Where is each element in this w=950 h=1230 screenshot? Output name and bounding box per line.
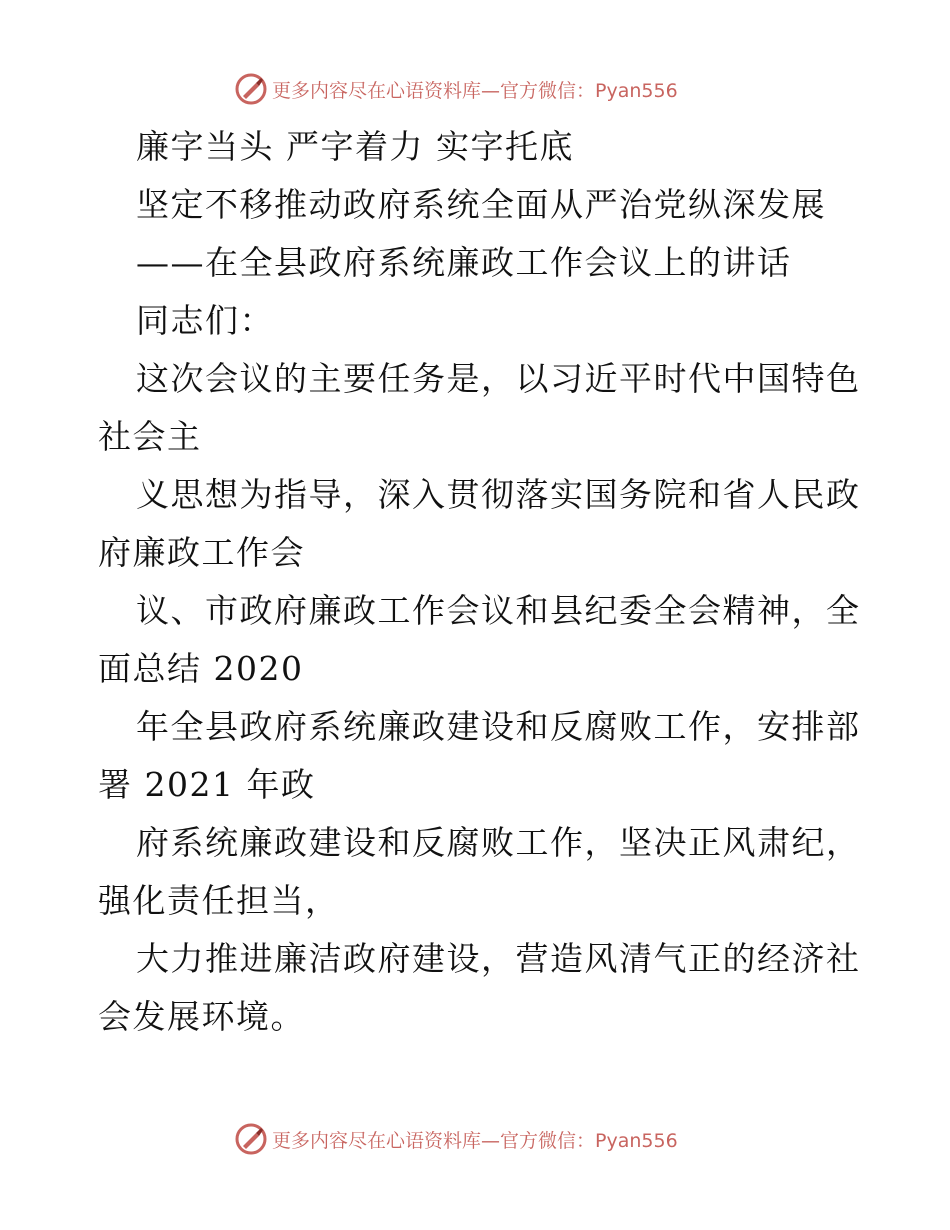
speech-subtitle: 坚定不移推动政府系统全面从严治党纵深发展 (136, 185, 826, 224)
paragraph-line: 社会主 (98, 417, 202, 456)
paragraph-line: 这次会议的主要任务是，以习近平时代中国特色 (136, 359, 861, 398)
speech-title: 廉字当头 严字着力 实字托底 (136, 127, 574, 166)
logo-icon (234, 72, 268, 106)
paragraph-line: 府廉政工作会 (98, 533, 305, 572)
paragraph-line: 面总结 2020 (98, 649, 304, 688)
paragraph-line: 大力推进廉洁政府建设，营造风清气正的经济社 (136, 939, 861, 978)
watermark-text: 更多内容尽在心语资料库—官方微信：Pyan556 (272, 79, 678, 102)
paragraph-line: 会发展环境。 (98, 997, 305, 1036)
paragraph-line: 府系统廉政建设和反腐败工作，坚决正风肃纪， (136, 823, 861, 862)
watermark-text: 更多内容尽在心语资料库—官方微信：Pyan556 (272, 1129, 678, 1152)
logo-icon (234, 1122, 268, 1156)
header-watermark (234, 72, 678, 106)
paragraph-line: 义思想为指导，深入贯彻落实国务院和省人民政 (136, 475, 861, 514)
document-body (98, 118, 861, 1046)
paragraph-line: 强化责任担当， (98, 881, 340, 920)
paragraph-line: 议、市政府廉政工作会议和县纪委全会精神，全 (136, 591, 861, 630)
salutation: 同志们： (136, 301, 274, 340)
footer-watermark (234, 1122, 678, 1156)
speech-occasion: ——在全县政府系统廉政工作会议上的讲话 (136, 243, 792, 282)
paragraph-line: 年全县政府系统廉政建设和反腐败工作，安排部 (136, 707, 861, 746)
paragraph-line: 署 2021 年政 (98, 765, 316, 804)
